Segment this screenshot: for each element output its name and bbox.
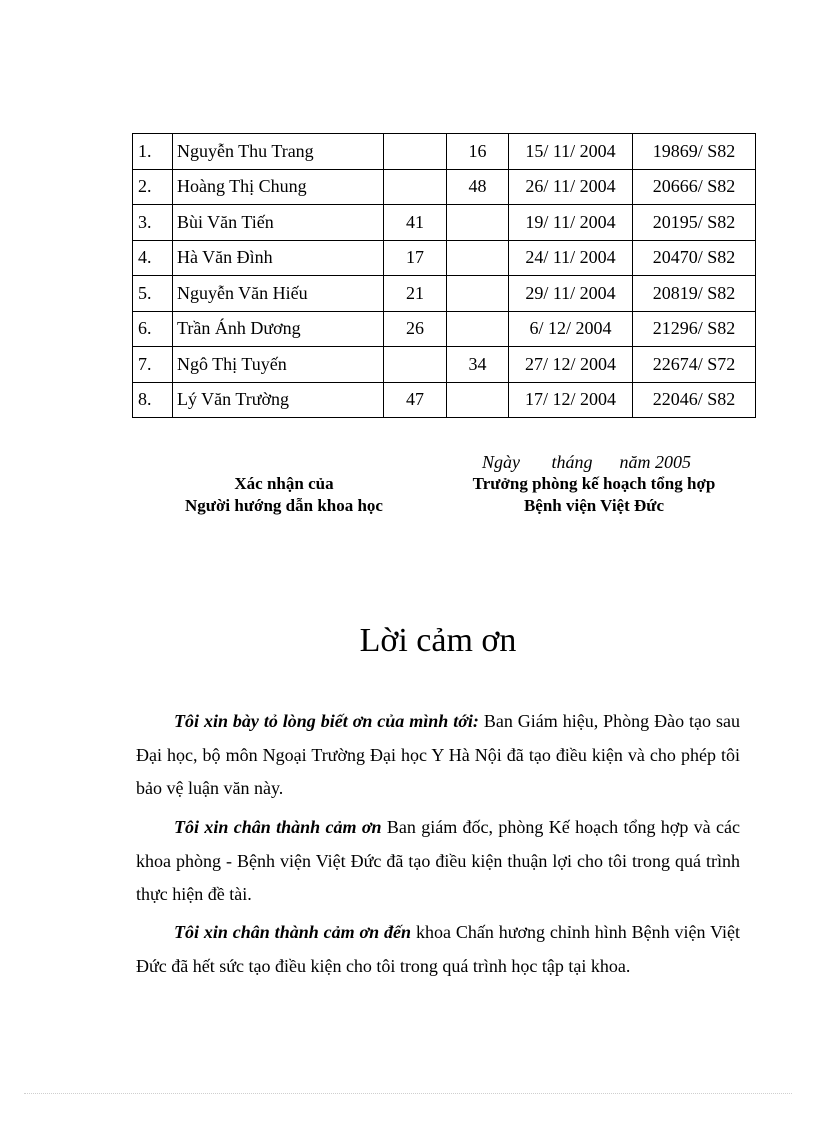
record-code-cell: 20819/ S82 xyxy=(633,276,756,312)
table-row xyxy=(133,311,756,347)
row-number-cell: 2. xyxy=(133,169,173,205)
record-code-cell: 20195/ S82 xyxy=(633,205,756,241)
paragraph-2-lead: Tôi xin chân thành cảm ơn xyxy=(174,817,382,837)
record-code-cell: 19869/ S82 xyxy=(633,134,756,170)
paragraph-3-text: khoa Chấn hương chỉnh hình Bệnh viện Việt Đức đã hết sức tạo điều kiện cho tôi trong quá trình học tập tại khoa. xyxy=(136,922,740,976)
page-bottom-divider xyxy=(24,1093,792,1094)
paragraph-3-lead: Tôi xin chân thành cảm ơn đến xyxy=(174,922,412,942)
hospital-department-confirmation xyxy=(438,473,750,517)
row-number-cell: 7. xyxy=(133,347,173,383)
record-code-cell: 20470/ S82 xyxy=(633,240,756,276)
paragraph-2-text: Ban giám đốc, phòng Kế hoạch tổng hợp và các khoa phòng - Bệnh viện Việt Đức đã tạo điều kiện thuận lợi cho tôi trong quá trình thực hiện đề tài. xyxy=(136,817,740,904)
acknowledgement-title: Lời cảm ơn xyxy=(359,622,517,659)
supervisor-confirmation xyxy=(150,473,418,517)
row-number-cell: 1. xyxy=(133,134,173,170)
acknowledgement-paragraph-1 xyxy=(136,705,740,806)
table-row xyxy=(133,169,756,205)
patient-table xyxy=(132,133,756,418)
patient-table-body xyxy=(133,134,756,418)
admission-date-cell: 15/ 11/ 2004 xyxy=(509,134,633,170)
signature-date-line: Ngày tháng năm 2005 xyxy=(482,452,691,472)
patient-name-cell: Nguyễn Văn Hiếu xyxy=(173,276,384,312)
admission-date-cell: 6/ 12/ 2004 xyxy=(509,311,633,347)
male-age-cell xyxy=(384,347,447,383)
table-row xyxy=(133,382,756,418)
admission-date-cell: 19/ 11/ 2004 xyxy=(509,205,633,241)
row-number-cell: 4. xyxy=(133,240,173,276)
female-age-cell: 48 xyxy=(447,169,509,205)
table-row xyxy=(133,276,756,312)
male-age-cell: 21 xyxy=(384,276,447,312)
male-age-cell: 41 xyxy=(384,205,447,241)
row-number-cell: 8. xyxy=(133,382,173,418)
male-age-cell xyxy=(384,134,447,170)
row-number-cell: 6. xyxy=(133,311,173,347)
record-code-cell: 21296/ S82 xyxy=(633,311,756,347)
admission-date-cell: 29/ 11/ 2004 xyxy=(509,276,633,312)
acknowledgement-paragraph-2 xyxy=(136,811,740,912)
female-age-cell: 16 xyxy=(447,134,509,170)
acknowledgement-paragraph-3 xyxy=(136,916,740,983)
patient-name-cell: Nguyễn Thu Trang xyxy=(173,134,384,170)
male-age-cell: 47 xyxy=(384,382,447,418)
table-row xyxy=(133,240,756,276)
female-age-cell: 34 xyxy=(447,347,509,383)
admission-date-cell: 17/ 12/ 2004 xyxy=(509,382,633,418)
admission-date-cell: 24/ 11/ 2004 xyxy=(509,240,633,276)
male-age-cell: 26 xyxy=(384,311,447,347)
female-age-cell xyxy=(447,382,509,418)
record-code-cell: 20666/ S82 xyxy=(633,169,756,205)
patient-name-cell: Hà Văn Đình xyxy=(173,240,384,276)
patient-name-cell: Bùi Văn Tiến xyxy=(173,205,384,241)
female-age-cell xyxy=(447,205,509,241)
record-code-cell: 22046/ S82 xyxy=(633,382,756,418)
female-age-cell xyxy=(447,240,509,276)
male-age-cell: 17 xyxy=(384,240,447,276)
table-row xyxy=(133,134,756,170)
hospital-department-line1: Trưởng phòng kế hoạch tổng hợp xyxy=(472,474,716,493)
paragraph-1-text: Ban Giám hiệu, Phòng Đào tạo sau Đại học, bộ môn Ngoại Trường Đại học Y Hà Nội đã tạo điều kiện và cho phép tôi bảo vệ luận văn này. xyxy=(136,711,740,798)
admission-date-cell: 27/ 12/ 2004 xyxy=(509,347,633,383)
supervisor-confirmation-line1: Xác nhận của xyxy=(234,474,334,493)
row-number-cell: 5. xyxy=(133,276,173,312)
admission-date-cell: 26/ 11/ 2004 xyxy=(509,169,633,205)
table-row xyxy=(133,205,756,241)
patient-name-cell: Lý Văn Trường xyxy=(173,382,384,418)
table-row xyxy=(133,347,756,383)
patient-name-cell: Ngô Thị Tuyến xyxy=(173,347,384,383)
male-age-cell xyxy=(384,169,447,205)
female-age-cell xyxy=(447,276,509,312)
paragraph-1-lead: Tôi xin bày tỏ lòng biết ơn của mình tới: xyxy=(174,711,479,731)
patient-name-cell: Trần Ánh Dương xyxy=(173,311,384,347)
hospital-department-line2: Bệnh viện Việt Đức xyxy=(523,496,665,515)
female-age-cell xyxy=(447,311,509,347)
supervisor-confirmation-line2: Người hướng dẫn khoa học xyxy=(185,496,383,515)
row-number-cell: 3. xyxy=(133,205,173,241)
record-code-cell: 22674/ S72 xyxy=(633,347,756,383)
patient-name-cell: Hoàng Thị Chung xyxy=(173,169,384,205)
